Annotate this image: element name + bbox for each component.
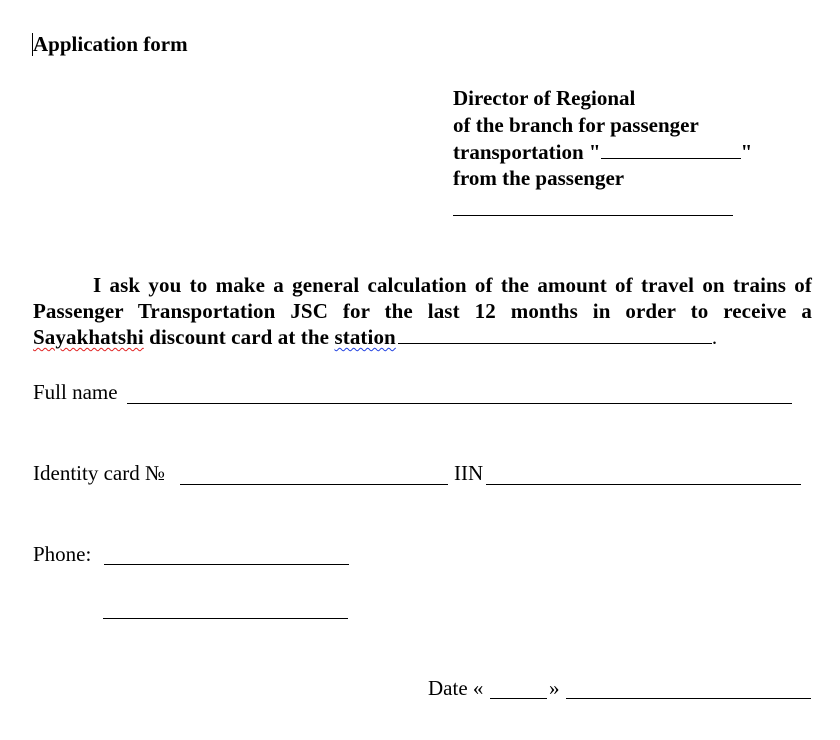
full-name-label: Full name <box>33 380 118 404</box>
recipient-line-3-suffix: " <box>740 140 753 164</box>
request-paragraph <box>33 272 812 350</box>
recipient-line-3-prefix: transportation " <box>453 140 601 164</box>
signature-blank[interactable] <box>566 698 811 699</box>
iin-blank[interactable] <box>486 484 801 485</box>
misspelled-word: Sayakhatshi <box>33 325 144 349</box>
recipient-line-3 <box>453 139 752 166</box>
date-label-open: Date « <box>428 676 484 700</box>
form-title: Application form <box>33 32 188 56</box>
iin-label: IIN <box>454 461 484 485</box>
date-day-blank[interactable] <box>490 698 547 699</box>
branch-name-blank[interactable] <box>601 157 741 159</box>
flagged-word: station <box>334 325 396 349</box>
identity-card-blank[interactable] <box>180 484 448 485</box>
recipient-line-4: from the passenger <box>453 166 625 190</box>
identity-card-label: Identity card № <box>33 461 165 485</box>
phone-blank-2[interactable] <box>103 618 348 619</box>
full-name-blank[interactable] <box>127 403 792 404</box>
phone-blank-1[interactable] <box>104 564 349 565</box>
date-label-close: » <box>549 676 560 700</box>
paragraph-text-a: I ask you to make a general calculation of the amount of travel on trains of Passenger Transportation JSC for the last 12 months in order to receive a <box>33 273 812 323</box>
station-blank[interactable] <box>398 342 712 344</box>
recipient-line-1: Director of Regional <box>453 86 636 110</box>
passenger-name-blank[interactable] <box>453 215 733 216</box>
paragraph-end: . <box>711 325 718 349</box>
paragraph-text-b: discount card at the <box>143 325 335 349</box>
phone-label: Phone: <box>33 542 92 566</box>
recipient-line-2: of the branch for passenger <box>453 113 699 137</box>
